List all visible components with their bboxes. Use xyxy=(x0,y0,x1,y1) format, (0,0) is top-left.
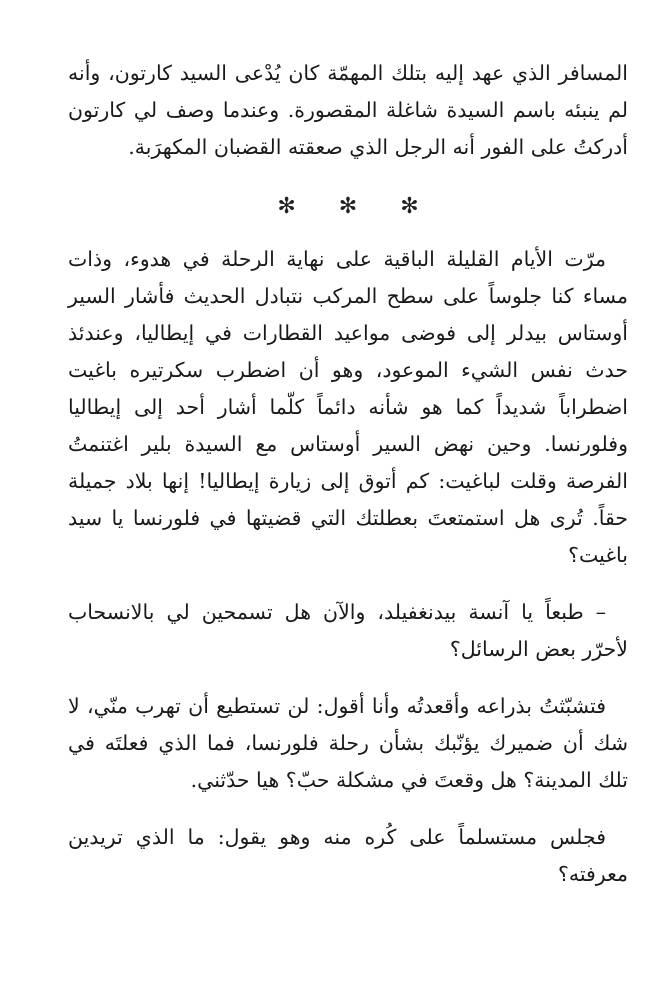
paragraph-4: فتشبّثتُ بذراعه وأقعدتُه وأنا أقول: لن تستطيع أن تهرب منّي، لا شك أن ضميرك يؤنّبك بشأن رحلة فلورنسا، فما الذي فعلتَه في تلك المدينة؟ هل وقعتَ في مشكلة حبّ؟ هيا حدّثني. xyxy=(68,694,628,792)
paragraph-1: المسافر الذي عهد إليه بتلك المهمّة كان يُدْعى السيد كارتون، وأنه لم ينبئه باسم السيدة شاغلة المقصورة. وعندما وصف لي كارتون أدركتُ على الفور أنه الرجل الذي صعقته القضبان المكهرَبة. xyxy=(68,61,628,159)
book-page xyxy=(68,55,628,893)
paragraph-5: فجلس مستسلماً على كُره منه وهو يقول: ما الذي تريدين معرفته؟ xyxy=(68,825,628,886)
section-separator: ✻ ✻ ✻ xyxy=(277,194,437,219)
paragraph-3-dialogue: – طبعاً يا آنسة بيدنغفيلد، والآن هل تسمحين لي بالانسحاب لأحرّر بعض الرسائل؟ xyxy=(68,600,628,661)
paragraph-2: مرّت الأيام القليلة الباقية على نهاية الرحلة في هدوء، وذات مساء كنا جلوساً على سطح المركب نتبادل الحديث فأشار السير أوستاس بيدلر إلى فوضى مواعيد القطارات في إيطاليا، وعندئذ حدث نفس الشيء الموعود، وهو أن اضطرب سكرتيره باغيت اضطراباً شديداً كما هو شأنه دائماً كلّما أشار أحد إلى إيطاليا وفلورنسا. وحين نهض السير أوستاس مع السيدة بلير اغتنمتُ الفرصة وقلت لباغيت: كم أتوق إلى زيارة إيطاليا! إنها بلاد جميلة حقاً. تُرى هل استمتعتَ بعطلتك التي قضيتها في فلورنسا يا سيد باغيت؟ xyxy=(68,247,628,567)
